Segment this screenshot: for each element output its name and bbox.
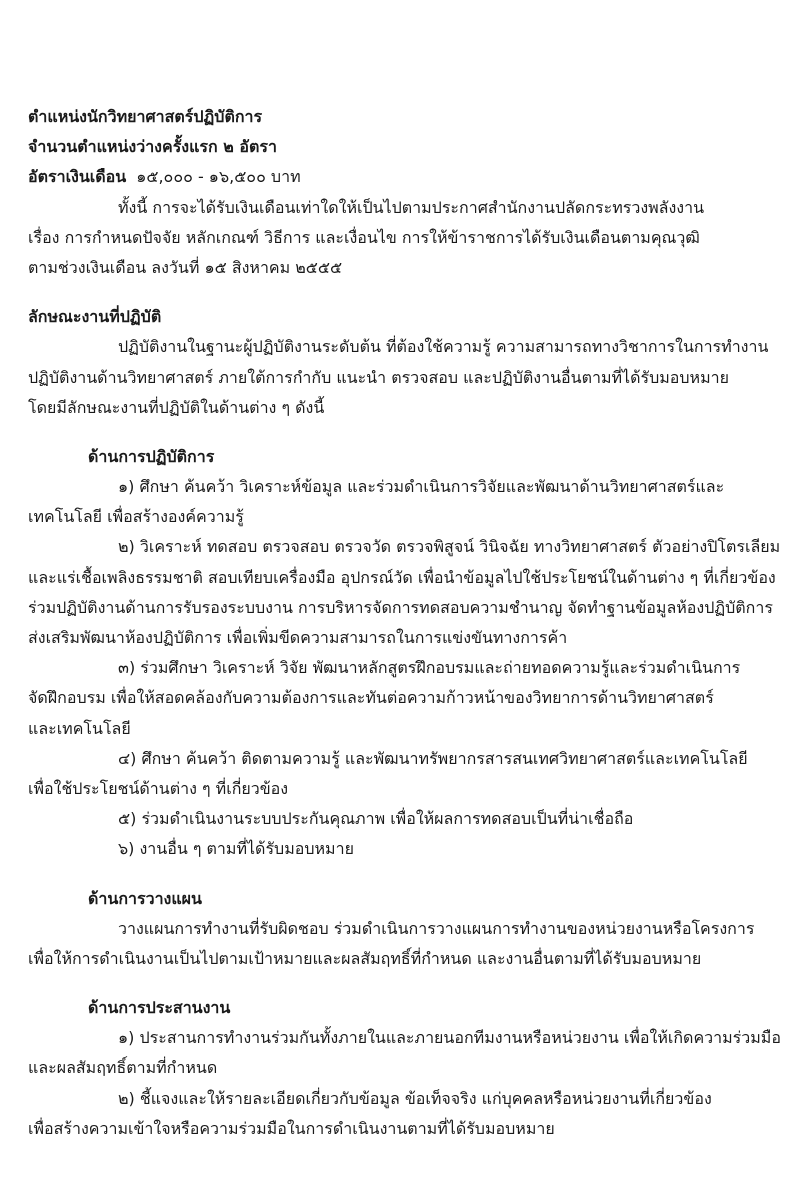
operations-item-2-cont: ส่งเสริมพัฒนาห้องปฏิบัติการ เพื่อเพิ่มขีดความสามารถในการแข่งขันทางการค้า	[28, 628, 568, 647]
coordination-item-1-cont: และผลสัมฤทธิ์ตามที่กำหนด	[28, 1058, 218, 1078]
operations-item-4: ๔) ศึกษา ค้นคว้า ติดตามความรู้ และพัฒนาทรัพยากรสารสนเทศวิทยาศาสตร์และเทคโนโลยี	[118, 748, 748, 768]
operations-item-4-cont: เพื่อใช้ประโยชน์ด้านต่าง ๆ ที่เกี่ยวข้อง	[28, 778, 289, 798]
job-nature-line: ปฏิบัติงานด้านวิทยาศาสตร์ ภายใต้การกำกับ แนะนำ ตรวจสอบ และปฏิบัติงานอื่นตามที่ได้รับมอบหมาย	[28, 367, 730, 387]
planning-line: วางแผนการทำงานที่รับผิดชอบ ร่วมดำเนินการวางแผนการทำงานของหน่วยงานหรือโครงการ	[118, 918, 755, 938]
document-page	[28, 102, 788, 1144]
salary-note-line: ทั้งนี้ การจะได้รับเงินเดือนเท่าใดให้เป็นไปตามประกาศสำนักงานปลัดกระทรวงพลังงาน	[118, 197, 705, 217]
job-nature-heading: ลักษณะงานที่ปฏิบัติ	[28, 307, 162, 327]
operations-item-2-cont: ร่วมปฏิบัติงานด้านการรับรองระบบงาน การบริหารจัดการทดสอบความชำนาญ จัดทำฐานข้อมูลห้องปฏิบัติการ	[28, 597, 773, 617]
coordination-item-2: ๒) ชี้แจงและให้รายละเอียดเกี่ยวกับข้อมูล ข้อเท็จจริง แก่บุคคลหรือหน่วยงานที่เกี่ยวข้อง	[118, 1088, 712, 1108]
salary-value: ๑๕,๐๐๐ - ๑๖,๕๐๐ บาท	[136, 167, 301, 187]
operations-item-2: ๒) วิเคราะห์ ทดสอบ ตรวจสอบ ตรวจวัด ตรวจพิสูจน์ วินิจฉัย ทางวิทยาศาสตร์ ตัวอย่างปิโตรเลียม	[118, 537, 781, 557]
operations-item-1-cont: เทคโนโลยี เพื่อสร้างองค์ความรู้	[28, 507, 244, 527]
operations-item-1: ๑) ศึกษา ค้นคว้า วิเคราะห์ข้อมูล และร่วมดำเนินการวิจัยและพัฒนาด้านวิทยาศาสตร์และ	[118, 477, 725, 497]
position-title: ตำแหน่งนักวิทยาศาสตร์ปฏิบัติการ	[28, 107, 263, 126]
planning-line: เพื่อให้การดำเนินงานเป็นไปตามเป้าหมายและผลสัมฤทธิ์ที่กำหนด และงานอื่นตามที่ได้รับมอบหมาย	[28, 948, 702, 968]
salary-label: อัตราเงินเดือน	[28, 167, 127, 187]
coordination-item-2-cont: เพื่อสร้างความเข้าใจหรือความร่วมมือในการดำเนินงานตามที่ได้รับมอบหมาย	[28, 1118, 555, 1138]
operations-item-3-cont: และเทคโนโลยี	[28, 718, 131, 738]
operations-item-6: ๖) งานอื่น ๆ ตามที่ได้รับมอบหมาย	[118, 839, 354, 859]
salary-line	[28, 162, 788, 192]
planning-heading: ด้านการวางแผน	[88, 888, 202, 908]
salary-note-line: ตามช่วงเงินเดือน ลงวันที่ ๑๕ สิงหาคม ๒๕๕๕	[28, 257, 343, 277]
operations-item-2-cont: และแร่เชื้อเพลิงธรรมชาติ สอบเทียบเครื่องมือ อุปกรณ์วัด เพื่อนำข้อมูลไปใช้ประโยชน์ในด้านต่าง ๆ ที่เกี่ยวข้อง	[28, 567, 776, 587]
job-nature-line: โดยมีลักษณะงานที่ปฏิบัติในด้านต่าง ๆ ดังนี้	[28, 397, 325, 417]
vacancy-count: จำนวนตำแหน่งว่างครั้งแรก ๒ อัตรา	[28, 137, 277, 157]
coordination-heading: ด้านการประสานงาน	[88, 998, 231, 1018]
operations-heading: ด้านการปฏิบัติการ	[88, 446, 215, 466]
job-nature-line: ปฏิบัติงานในฐานะผู้ปฏิบัติงานระดับต้น ที่ต้องใช้ความรู้ ความสามารถทางวิชาการในการทำงาน	[118, 337, 769, 357]
salary-note-line: เรื่อง การกำหนดปัจจัย หลักเกณฑ์ วิธีการ และเงื่อนไข การให้ข้าราชการได้รับเงินเดือนตามคุณวุฒิ	[28, 227, 700, 247]
operations-item-3: ๓) ร่วมศึกษา วิเคราะห์ วิจัย พัฒนาหลักสูตรฝึกอบรมและถ่ายทอดความรู้และร่วมดำเนินการ	[118, 658, 741, 678]
operations-item-5: ๕) ร่วมดำเนินงานระบบประกันคุณภาพ เพื่อให้ผลการทดสอบเป็นที่น่าเชื่อถือ	[118, 809, 634, 829]
operations-item-3-cont: จัดฝึกอบรม เพื่อให้สอดคล้องกับความต้องการและทันต่อความก้าวหน้าของวิทยาการด้านวิทยาศาสตร์	[28, 688, 714, 708]
coordination-item-1: ๑) ประสานการทำงานร่วมกันทั้งภายในและภายนอกทีมงานหรือหน่วยงาน เพื่อให้เกิดความร่วมมือ	[118, 1028, 781, 1048]
